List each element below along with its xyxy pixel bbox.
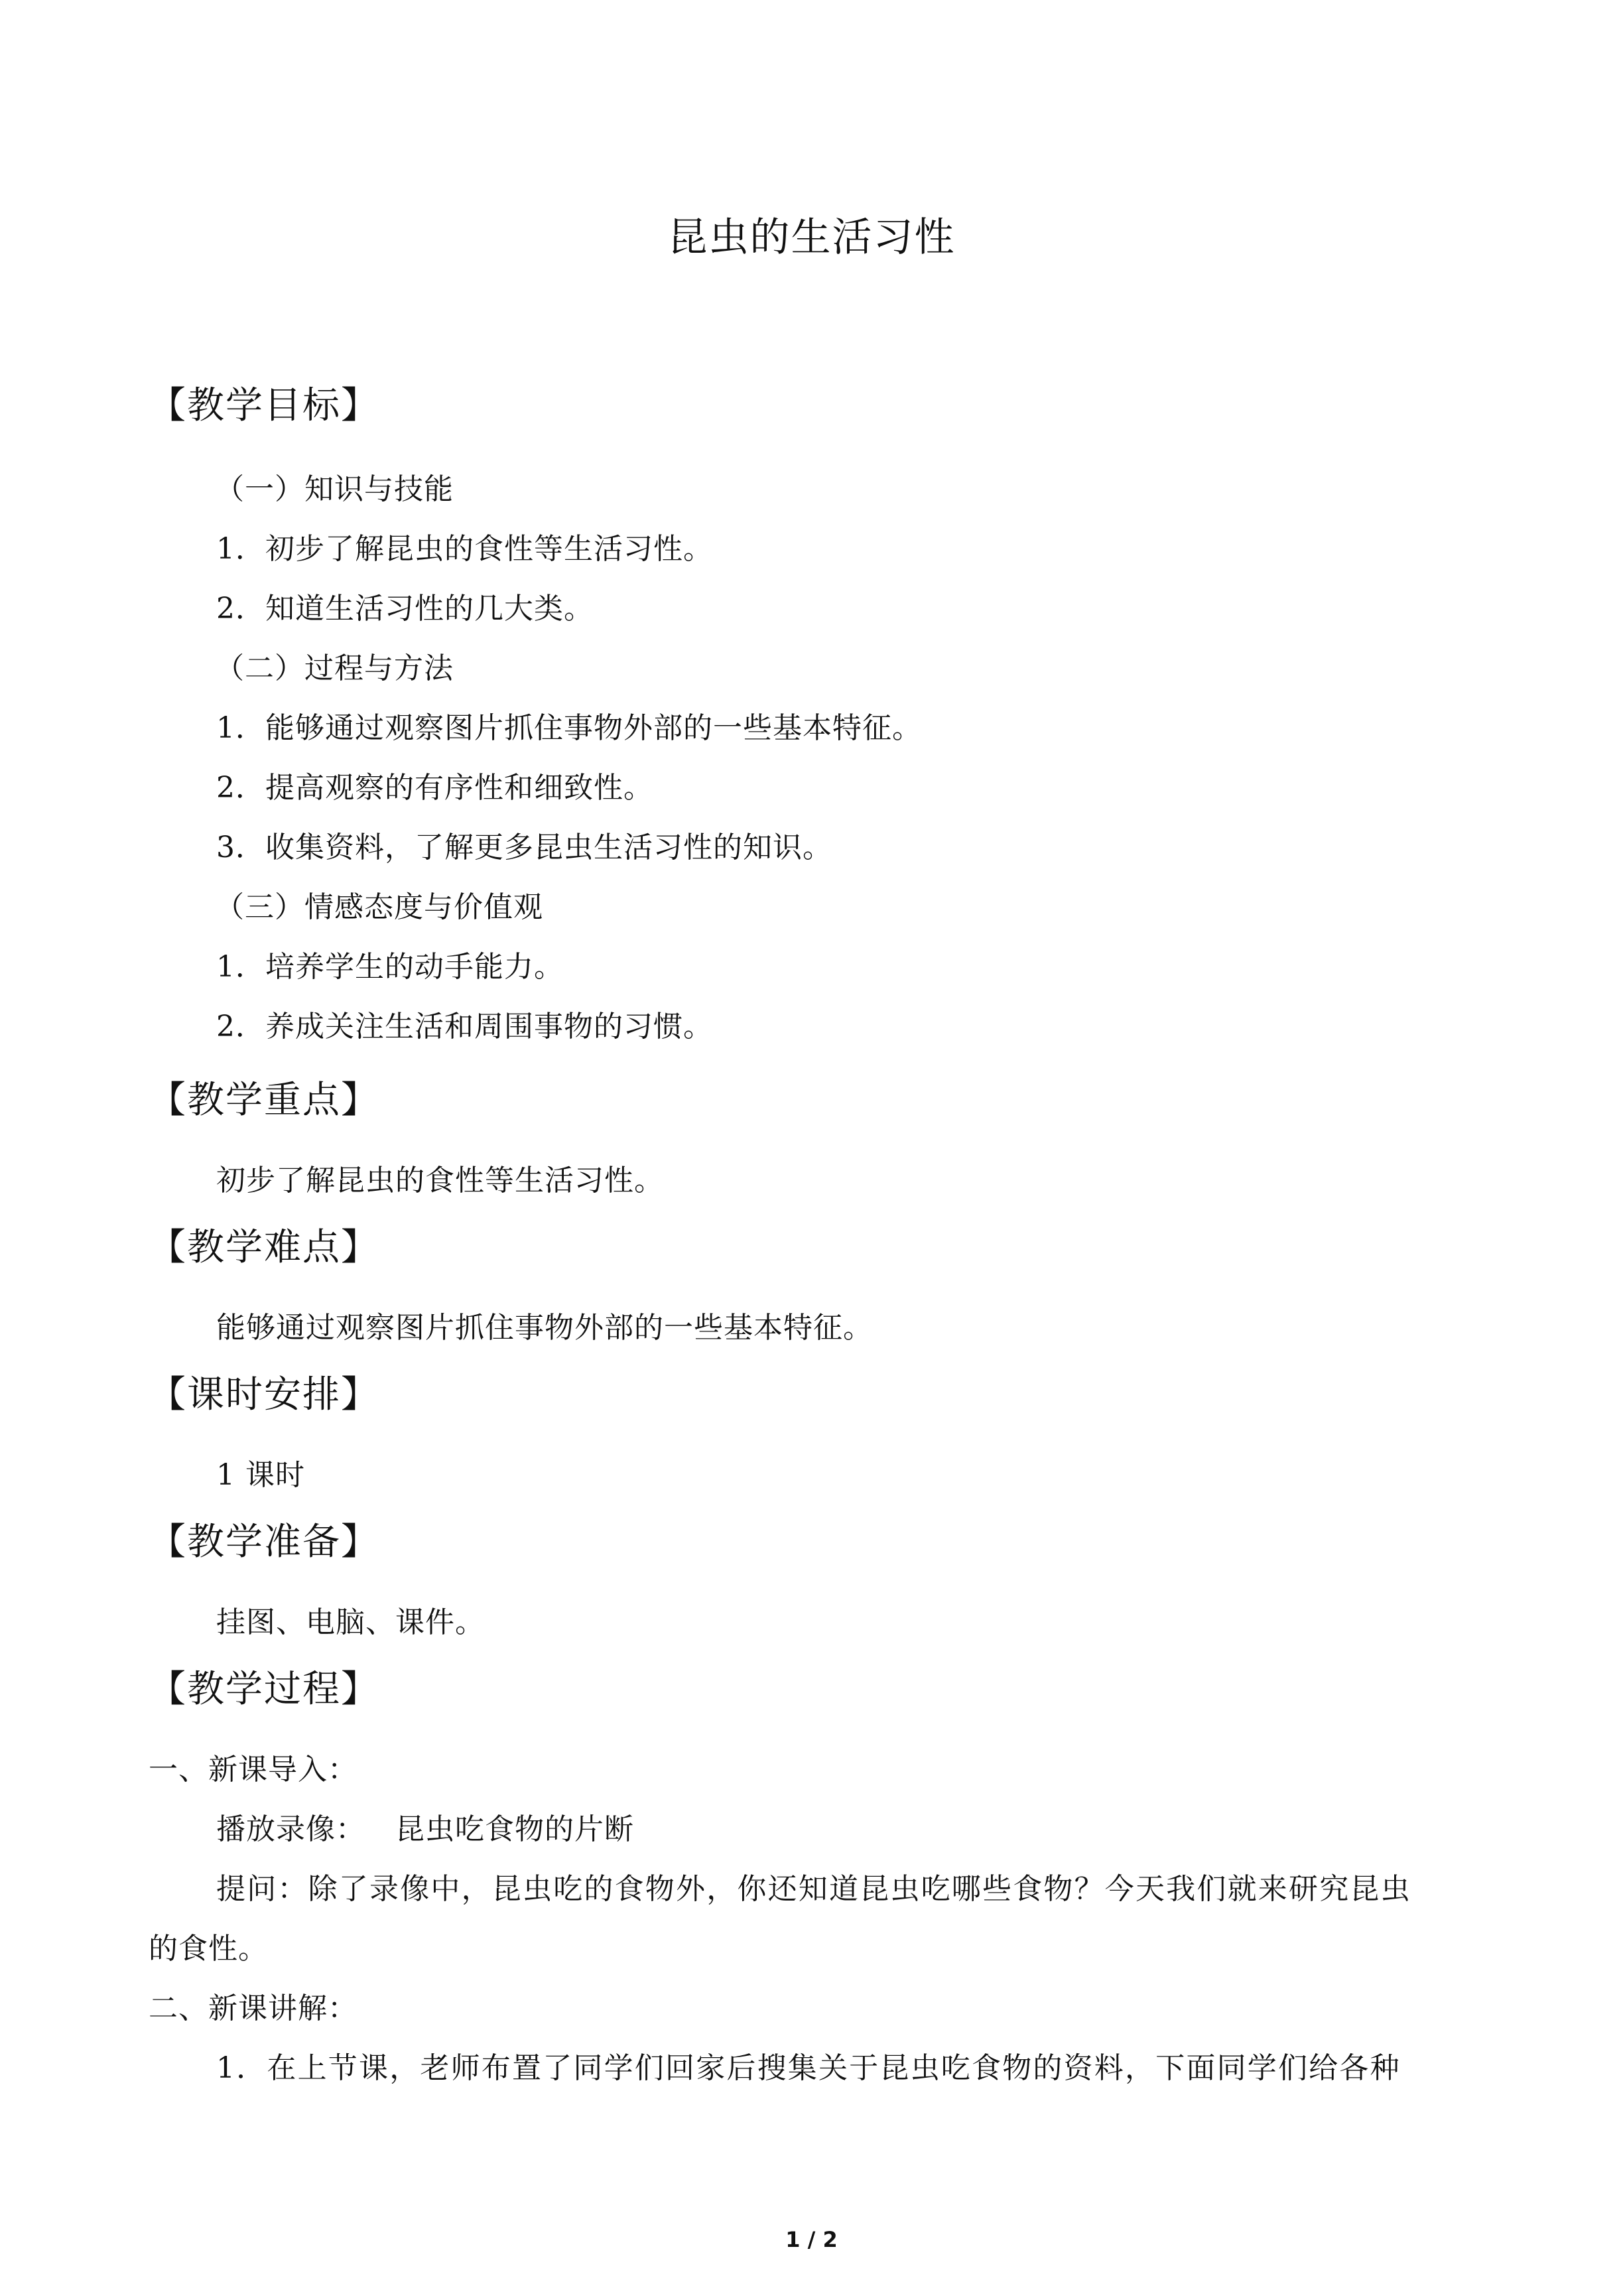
schedule-heading: 【课时安排】 xyxy=(149,1373,379,1416)
page-number: 1 / 2 xyxy=(785,2227,838,2252)
process-heading: 【教学过程】 xyxy=(149,1668,379,1711)
document-title: 昆虫的生活习性 xyxy=(667,214,956,261)
process-part1-line: 提问：除了录像中，昆虫吃的食物外，你还知道昆虫吃哪些食物？今天我们就来研究昆虫 xyxy=(216,1872,1411,1906)
objectives-item: 1．能够通过观察图片抓住事物外部的一些基本特征。 xyxy=(216,711,922,745)
key-points-text: 初步了解昆虫的食性等生活习性。 xyxy=(216,1164,664,1197)
preparation-heading: 【教学准备】 xyxy=(149,1520,379,1564)
process-part2-title: 二、新课讲解： xyxy=(149,1992,357,2025)
objectives-subheading-3: （三）情感态度与价值观 xyxy=(215,890,543,924)
objectives-item: 1．培养学生的动手能力。 xyxy=(216,950,564,984)
objectives-item: 1．初步了解昆虫的食性等生活习性。 xyxy=(216,532,713,566)
key-points-heading: 【教学重点】 xyxy=(149,1079,379,1122)
difficulties-text: 能够通过观察图片抓住事物外部的一些基本特征。 xyxy=(216,1311,873,1345)
schedule-text: 1 课时 xyxy=(216,1458,305,1492)
objectives-subheading-2: （二）过程与方法 xyxy=(215,651,454,685)
process-part1-line: 的食性。 xyxy=(149,1932,268,1966)
objectives-item: 2．提高观察的有序性和细致性。 xyxy=(216,771,653,805)
preparation-text: 挂图、电脑、课件。 xyxy=(216,1605,485,1639)
process-part1-line: 播放录像： 昆虫吃食物的片断 xyxy=(216,1812,634,1846)
objectives-item: 3．收集资料，了解更多昆虫生活习性的知识。 xyxy=(216,831,832,864)
objectives-subheading-1: （一）知识与技能 xyxy=(215,472,454,506)
objectives-item: 2．养成关注生活和周围事物的习惯。 xyxy=(216,1010,713,1044)
objectives-item: 2．知道生活习性的几大类。 xyxy=(216,592,594,626)
process-part2-line: 1．在上节课，老师布置了同学们回家后搜集关于昆虫吃食物的资料，下面同学们给各种 xyxy=(216,2051,1401,2085)
process-part1-title: 一、新课导入： xyxy=(149,1753,357,1787)
objectives-heading: 【教学目标】 xyxy=(149,384,379,427)
difficulties-heading: 【教学难点】 xyxy=(149,1226,379,1269)
